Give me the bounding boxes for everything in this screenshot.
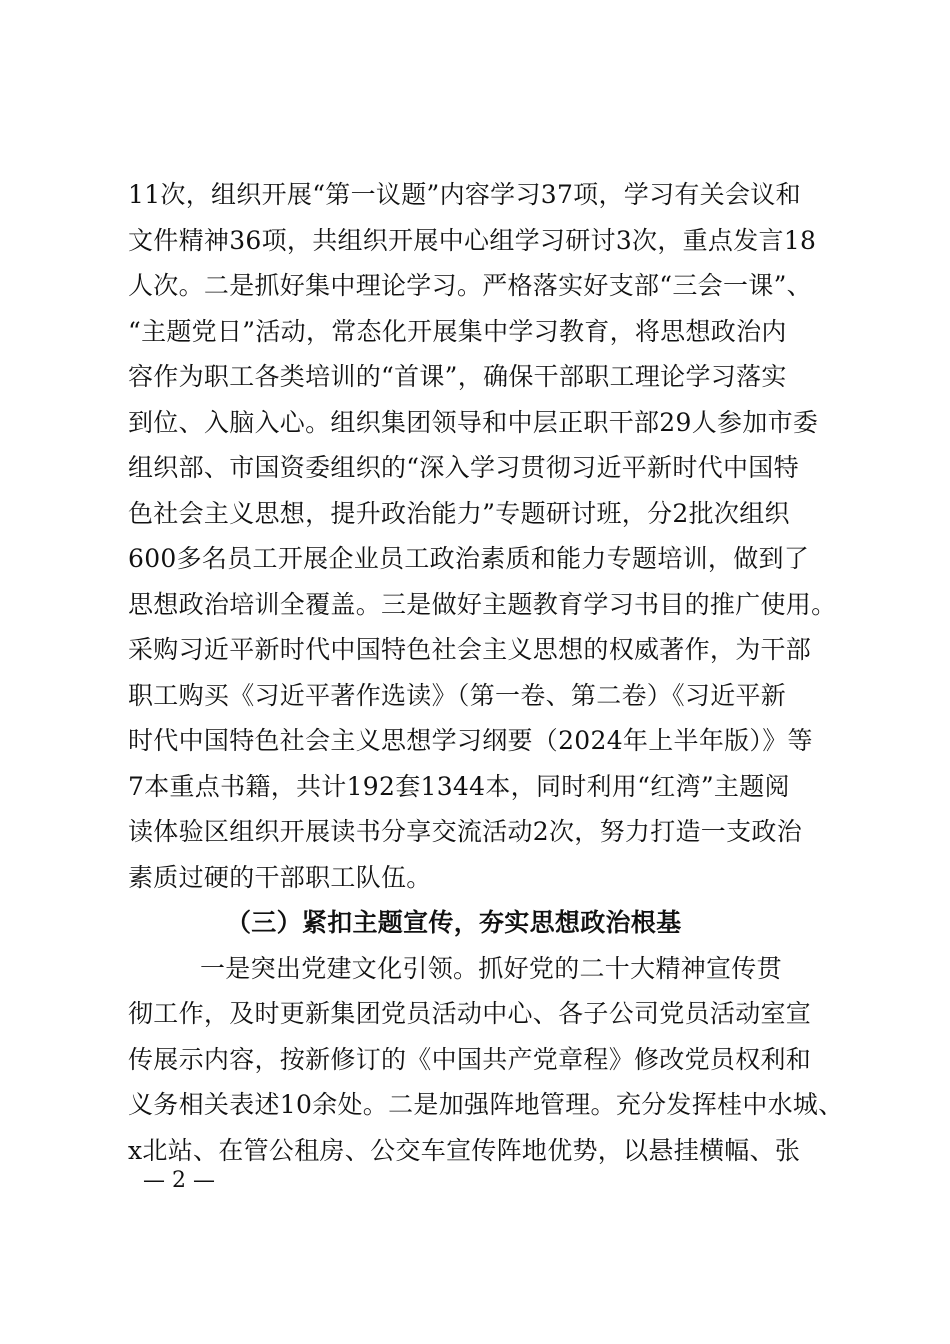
paragraph-line-12: 职工购买《习近平著作选读》（第一卷、第二卷）《习近平新	[128, 680, 787, 710]
section-heading: （三）紧扣主题宣传，夯实思想政治根基	[226, 908, 682, 937]
section-line-1: 一是突出党建文化引领。抓好党的二十大精神宣传贯	[200, 953, 782, 983]
paragraph-line-7: 组织部、市国资委组织的“深入学习贯彻习近平新时代中国特	[128, 453, 799, 482]
paragraph-line-16: 素质过硬的干部职工队伍。	[128, 862, 432, 892]
paragraph-line-11: 采购习近平新时代中国特色社会主义思想的权威著作，为干部	[128, 635, 812, 664]
paragraph-line-9: 600多名员工开展企业员工政治素质和能力专题培训，做到了	[128, 544, 810, 573]
paragraph-line-3: 人次。二是抓好集中理论学习。严格落实好支部“三会一课”、	[128, 271, 812, 300]
section-line-3: 传展示内容，按新修订的《中国共产党章程》修改党员权利和	[128, 1044, 812, 1074]
section-line-4: 义务相关表述10余处。二是加强阵地管理。充分发挥桂中水城、	[128, 1090, 844, 1119]
paragraph-line-10: 思想政治培训全覆盖。三是做好主题教育学习书目的推广使用。	[128, 589, 837, 619]
paragraph-line-4: “主题党日”活动，常态化开展集中学习教育，将思想政治内	[128, 316, 787, 346]
paragraph-line-8: 色社会主义思想，提升政治能力”专题研讨班，分2批次组织	[128, 498, 790, 528]
section-line-5: x北站、在管公租房、公交车宣传阵地优势，以悬挂横幅、张	[128, 1135, 801, 1165]
paragraph-line-6: 到位、入脑入心。组织集团领导和中层正职干部29人参加市委	[128, 407, 819, 437]
page-number: — 2 —	[143, 1168, 215, 1193]
paragraph-line-1: 11次，组织开展“第一议题”内容学习37项，学习有关会议和	[128, 180, 801, 209]
paragraph-line-2: 文件精神36项，共组织开展中心组学习研讨3次，重点发言18	[128, 225, 817, 255]
paragraph-line-5: 容作为职工各类培训的“首课”，确保干部职工理论学习落实	[128, 362, 787, 391]
section-line-2: 彻工作，及时更新集团党员活动中心、各子公司党员活动室宣	[128, 999, 812, 1028]
document-body	[128, 172, 848, 1173]
paragraph-line-15: 读体验区组织开展读书分享交流活动2次，努力打造一支政治	[128, 817, 803, 846]
paragraph-line-13: 时代中国特色社会主义思想学习纲要（2024年上半年版）》等	[128, 726, 813, 755]
paragraph-line-14: 7本重点书籍，共计192套1344本，同时利用“红湾”主题阅	[128, 771, 790, 801]
